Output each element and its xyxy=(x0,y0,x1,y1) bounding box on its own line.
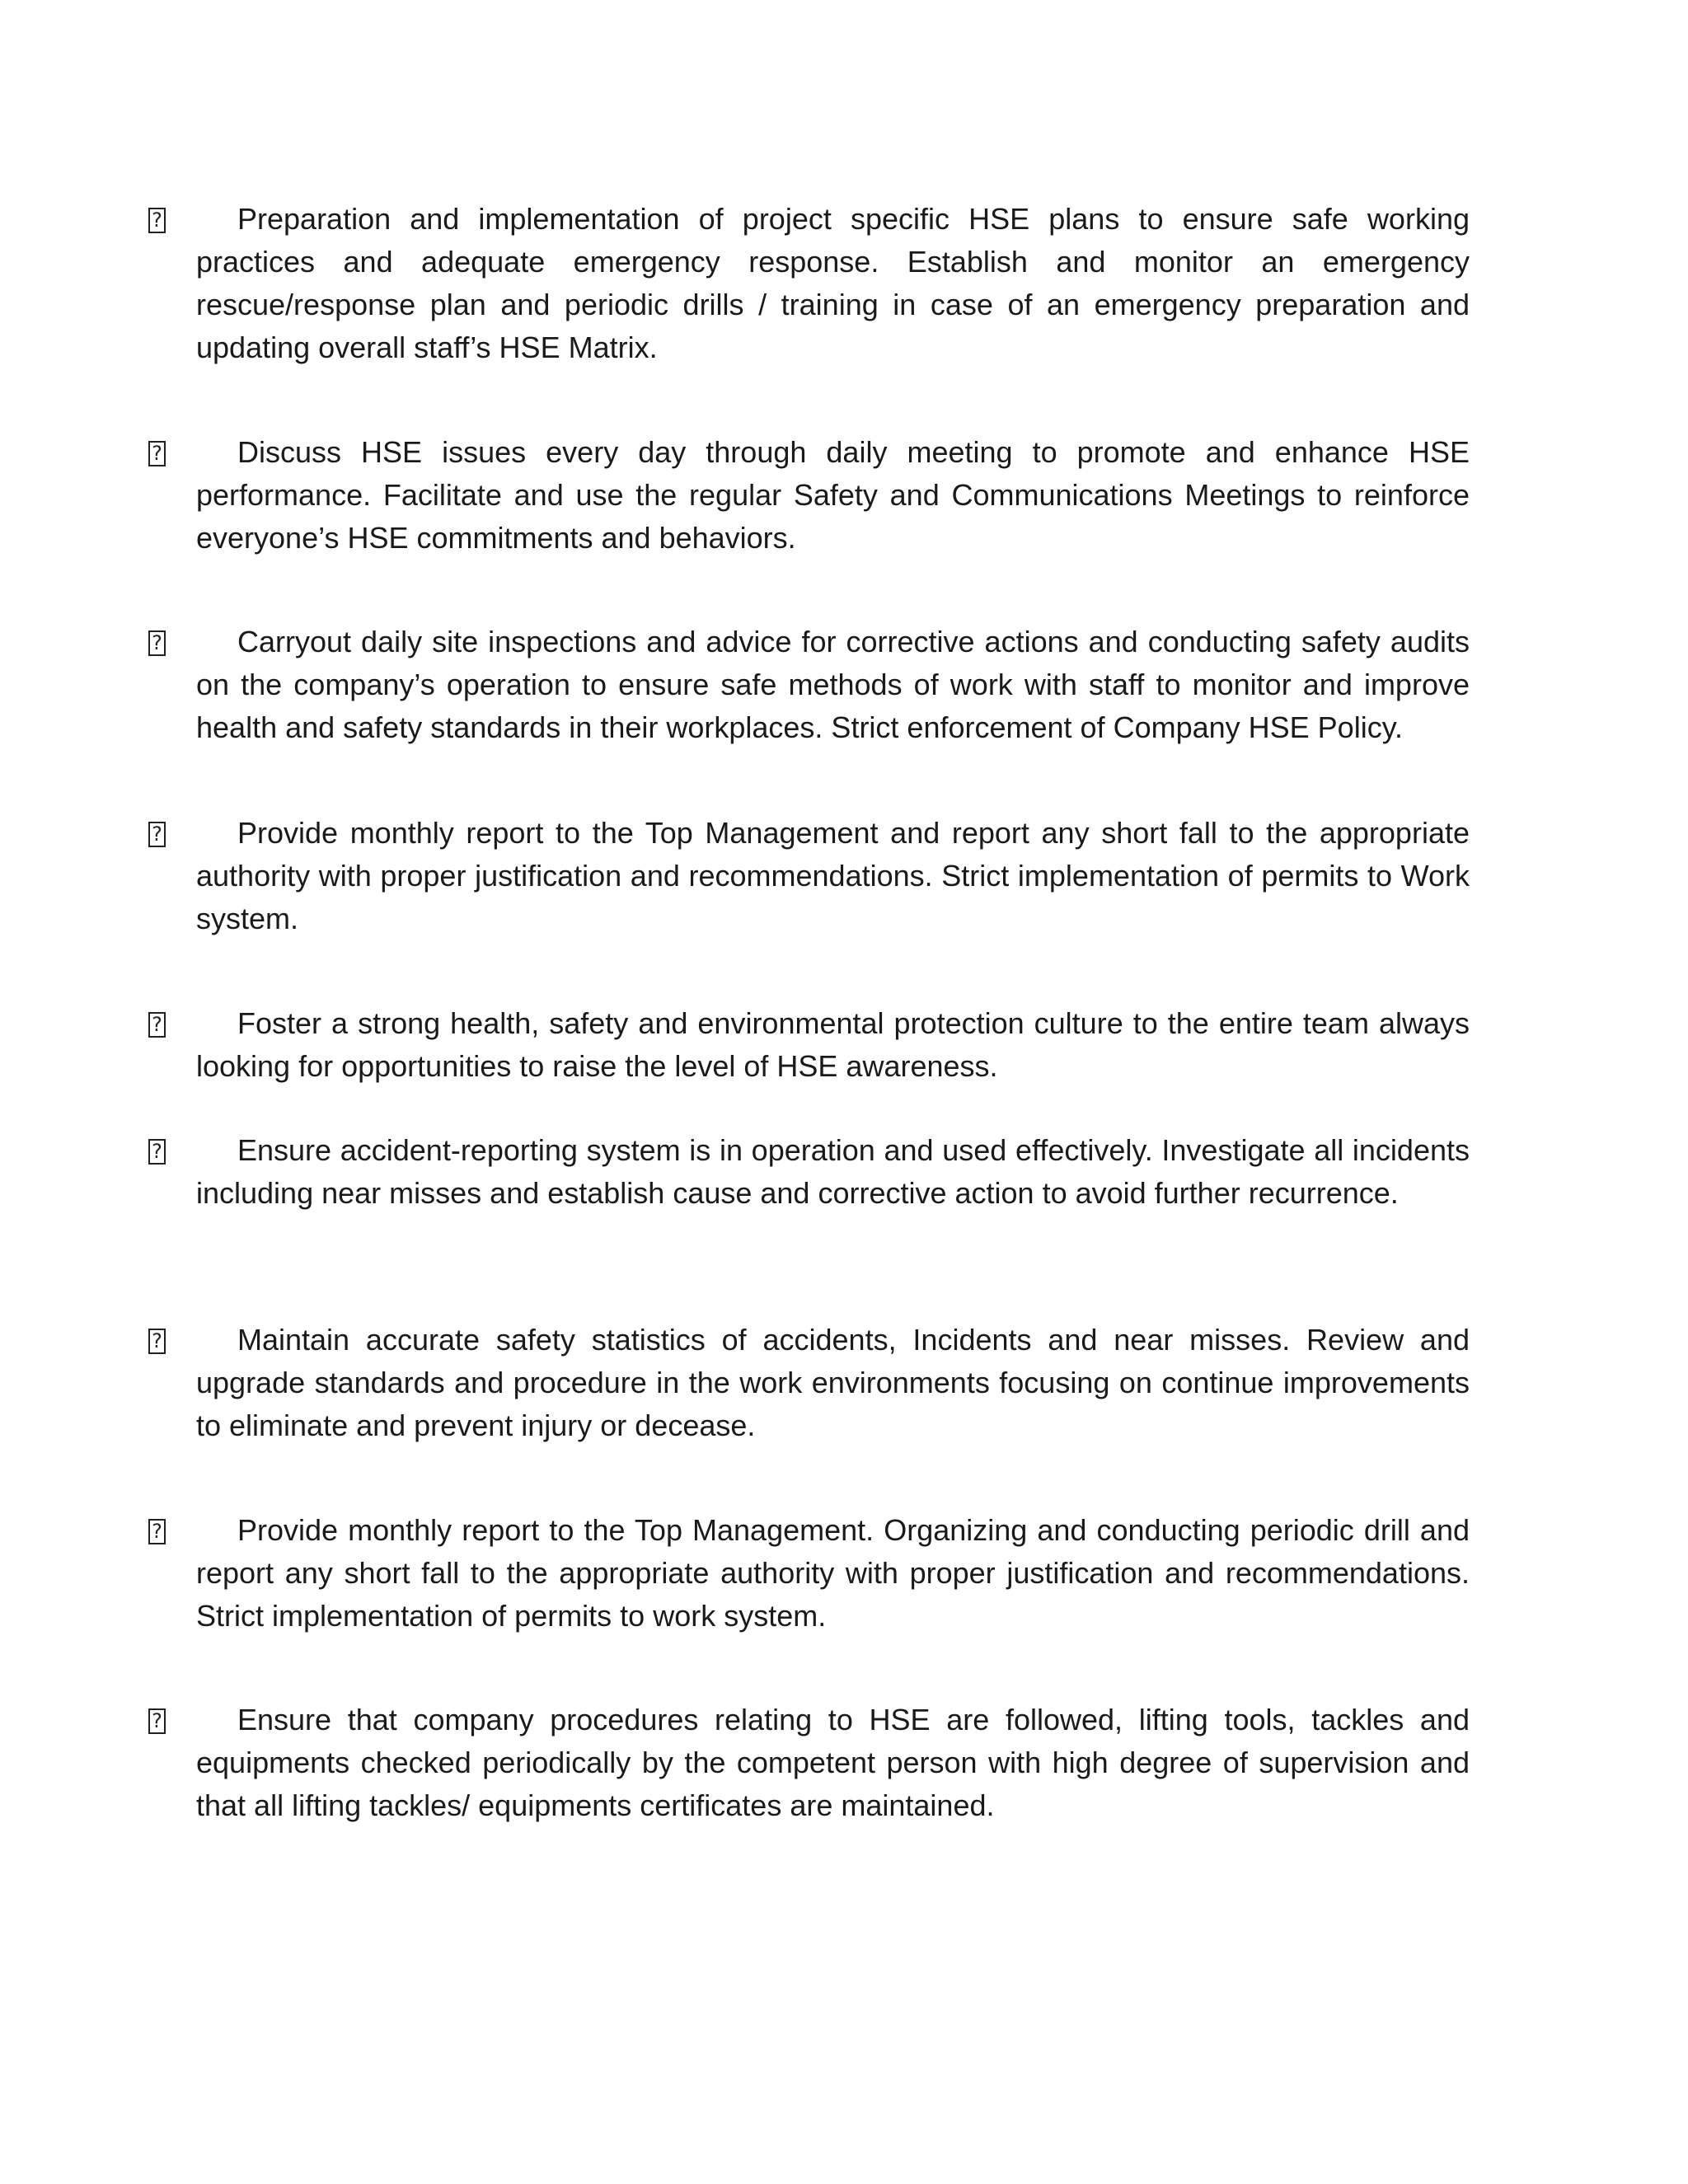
list-item-text: Ensure accident-reporting system is in operation and used effectively. Investigate all incidents including near misses and establish cause and corrective action to avoid further recurrence. xyxy=(196,1133,1470,1210)
bullet-icon: ? xyxy=(148,1012,166,1038)
bullet-icon: ? xyxy=(148,1329,166,1354)
list-item-text: Foster a strong health, safety and environmental protection culture to the entire team always looking for opportunities to raise the level of HSE awareness. xyxy=(196,1006,1470,1083)
list-item-text: Provide monthly report to the Top Management and report any short fall to the appropriate authority with proper justification and recommendations. Strict implementation of permits to Work system. xyxy=(196,816,1470,935)
list-item-text: Ensure that company procedures relating to HSE are followed, lifting tools, tackles and equipments checked periodically by the competent person with high degree of supervision and that all lifting tackles/ equipments certificates are maintained. xyxy=(196,1703,1470,1822)
bullet-icon: ? xyxy=(148,822,166,847)
list-item xyxy=(196,1002,1470,1088)
bullet-icon: ? xyxy=(148,1708,166,1734)
list-item xyxy=(196,1699,1470,1827)
list-item xyxy=(196,1129,1470,1215)
bullet-icon: ? xyxy=(148,630,166,656)
list-item-text: Preparation and implementation of project specific HSE plans to ensure safe working practices and adequate emergency response. Establish and monitor an emergency rescue/response plan and periodic drills / training in case of an emergency preparation and updating overall staff’s HSE Matrix. xyxy=(196,202,1470,364)
list-item xyxy=(196,431,1470,560)
list-item-text: Carryout daily site inspections and advice for corrective actions and conducting safety audits on the company’s operation to ensure safe methods of work with staff to monitor and improve health and safety standards in their workplaces. Strict enforcement of Company HSE Policy. xyxy=(196,625,1470,744)
list-item-text: Maintain accurate safety statistics of accidents, Incidents and near misses. Review and upgrade standards and procedure in the work environments focusing on continue improvements to eliminate and prevent injury or decease. xyxy=(196,1323,1470,1442)
list-item xyxy=(196,1509,1470,1638)
list-item xyxy=(196,198,1470,369)
list-item xyxy=(196,1319,1470,1447)
list-item xyxy=(196,621,1470,749)
bullet-icon: ? xyxy=(148,441,166,466)
list-item xyxy=(196,812,1470,940)
bullet-icon: ? xyxy=(148,1139,166,1165)
bullet-icon: ? xyxy=(148,208,166,233)
list-item-text: Provide monthly report to the Top Management. Organizing and conducting periodic drill and report any short fall to the appropriate authority with proper justification and recommendations. Strict implementation of permits to work system. xyxy=(196,1513,1470,1633)
list-item-text: Discuss HSE issues every day through daily meeting to promote and enhance HSE performance. Facilitate and use the regular Safety and Communications Meetings to reinforce everyone’s HSE commitments and behaviors. xyxy=(196,435,1470,555)
bullet-icon: ? xyxy=(148,1519,166,1544)
